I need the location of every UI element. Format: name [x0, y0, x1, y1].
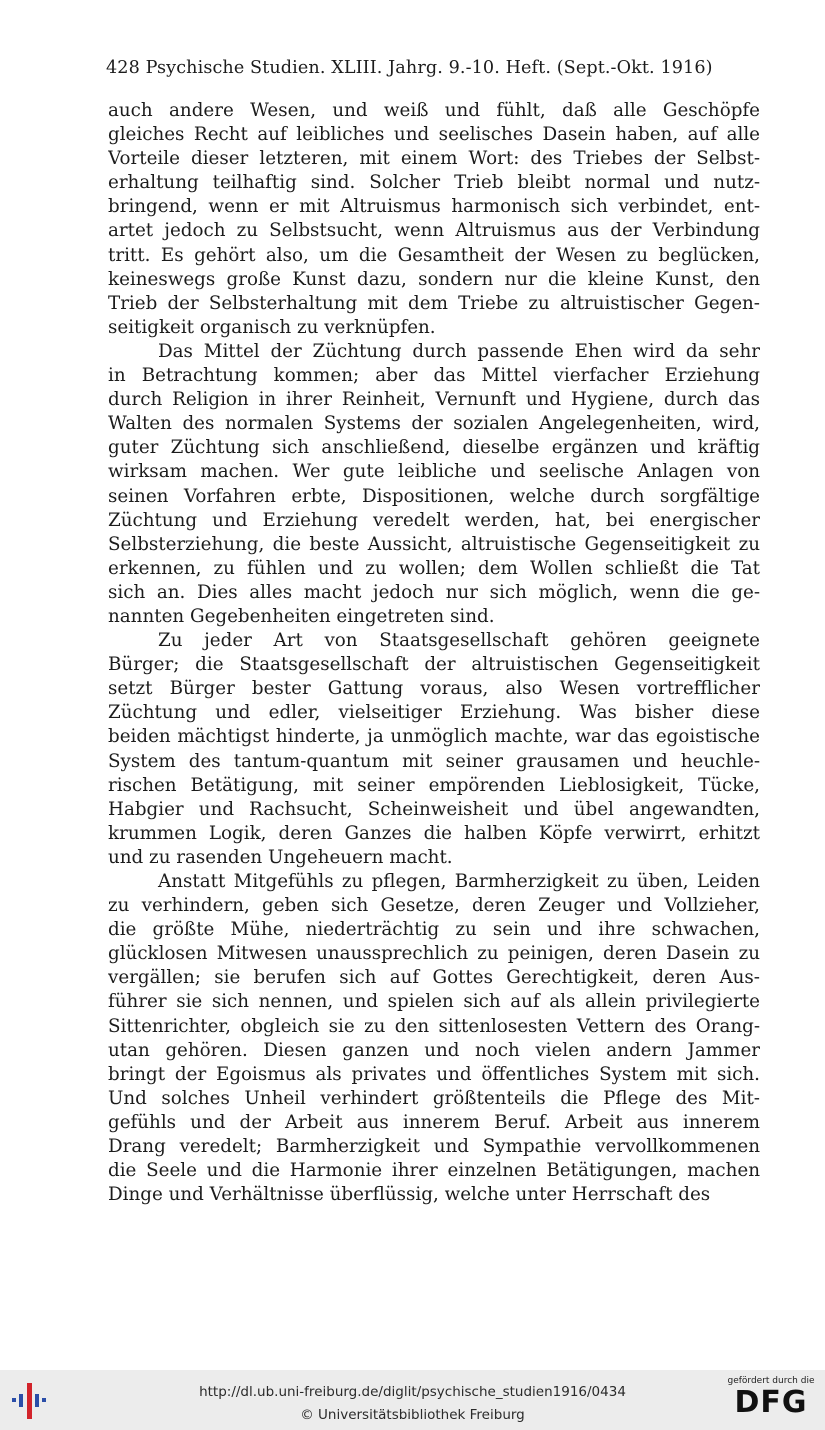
- text-line: Habgier und Rachsucht, Scheinweisheit und übel angewandten,: [108, 798, 760, 820]
- text-line: wirksam machen. Wer gute leibliche und seelische Anlagen von: [108, 461, 760, 483]
- text-line: Bürger; die Staatsgesellschaft der altruistischen Gegenseitigkeit: [108, 654, 760, 676]
- text-line: vergällen; sie berufen sich auf Gottes Gerechtigkeit, deren Aus-: [108, 967, 760, 989]
- text-line: Und solches Unheil verhindert größtenteils die Pflege des Mit-: [108, 1087, 760, 1109]
- text-line: und zu rasenden Ungeheuern macht.: [108, 846, 453, 868]
- text-line: gleiches Recht auf leibliches und seelisches Dasein haben, auf alle: [108, 124, 760, 146]
- text-line: die größte Mühe, niederträchtig zu sein und ihre schwachen,: [108, 919, 760, 941]
- text-line: Selbsterziehung, die beste Aussicht, altruistische Gegenseitigkeit zu: [108, 533, 760, 555]
- text-line: bringt der Egoismus als privates und öffentliches System mit sich.: [108, 1063, 760, 1085]
- paragraph: [108, 870, 760, 1207]
- text-line: erkennen, zu fühlen und zu wollen; dem Wollen schließt die Tat: [108, 557, 760, 579]
- text-line: Zu jeder Art von Staatsgesellschaft gehören geeignete: [158, 630, 760, 652]
- body-text: [108, 99, 760, 1207]
- text-line: guter Züchtung sich anschließend, dieselbe ergänzen und kräftig: [108, 437, 760, 459]
- text-line: zu verhindern, geben sich Gesetze, deren Zeuger und Vollzieher,: [108, 895, 760, 917]
- text-line: Anstatt Mitgefühls zu pflegen, Barmherzigkeit zu üben, Leiden: [158, 871, 760, 892]
- copyright-notice: © Universitätsbibliothek Freiburg: [300, 1407, 525, 1423]
- text-line: artet jedoch zu Selbstsucht, wenn Altruismus aus der Verbindung: [108, 220, 760, 242]
- text-line: seinen Vorfahren erbte, Dispositionen, welche durch sorgfältige: [108, 485, 760, 507]
- text-line: rischen Betätigung, mit seiner empörenden Lieblosigkeit, Tücke,: [108, 774, 760, 796]
- text-line: auch andere Wesen, und weiß und fühlt, daß alle Geschöpfe: [108, 100, 760, 121]
- text-line: Drang veredelt; Barmherzigkeit und Sympathie vervollkommenen: [108, 1136, 760, 1158]
- text-line: Sittenrichter, obgleich sie zu den sittenlosesten Vettern des Orang-: [108, 1015, 760, 1037]
- text-line: Züchtung und Erziehung veredelt werden, hat, bei energischer: [108, 509, 760, 531]
- footer-bar: [0, 1370, 825, 1430]
- text-line: beiden mächtigst hinderte, ja unmöglich machte, war das egoistische: [108, 726, 760, 748]
- text-line: gefühls und der Arbeit aus innerem Beruf. Arbeit aus innerem: [108, 1111, 760, 1133]
- text-line: Walten des normalen Systems der sozialen Angelegenheiten, wird,: [108, 413, 760, 435]
- paragraph: [108, 629, 760, 870]
- sponsor-caption: gefördert durch die: [727, 1376, 815, 1386]
- paragraph: [108, 340, 760, 629]
- dfg-logo: DFG: [734, 1385, 808, 1420]
- text-line: Das Mittel der Züchtung durch passende Ehen wird da sehr: [158, 340, 760, 362]
- text-line: krummen Logik, deren Ganzes die halben Köpfe verwirrt, erhitzt: [108, 822, 760, 844]
- text-line: tritt. Es gehört also, um die Gesamtheit der Wesen zu beglücken,: [108, 244, 760, 266]
- dfg-sponsor-logo[interactable]: [725, 1376, 817, 1426]
- text-line: System des tantum-quantum mit seiner grausamen und heuchle-: [108, 750, 760, 772]
- text-line: seitigkeit organisch zu verknüpfen.: [108, 316, 436, 338]
- text-line: Züchtung und edler, vielseitiger Erziehung. Was bisher diese: [108, 702, 760, 724]
- text-line: utan gehören. Diesen ganzen und noch vielen andern Jammer: [108, 1039, 760, 1061]
- text-line: erhaltung teilhaftig sind. Solcher Trieb bleibt normal und nutz-: [108, 172, 760, 194]
- text-line: Trieb der Selbsterhaltung mit dem Triebe zu altruistischer Gegen-: [108, 292, 760, 314]
- text-line: setzt Bürger bester Gattung voraus, also Wesen vortrefflicher: [108, 678, 760, 700]
- text-line: die Seele und die Harmonie ihrer einzelnen Betätigungen, machen: [108, 1160, 760, 1182]
- text-line: Vorteile dieser letzteren, mit einem Wort: des Triebes der Selbst-: [108, 148, 760, 170]
- text-line: nannten Gegebenheiten eingetreten sind.: [108, 605, 495, 627]
- text-line: führer sie sich nennen, und spielen sich auf als allein privilegierte: [108, 991, 760, 1013]
- text-line: bringend, wenn er mit Altruismus harmonisch sich verbindet, ent-: [108, 196, 760, 218]
- text-line: sich an. Dies alles macht jedoch nur sich möglich, wenn die ge-: [108, 581, 760, 603]
- text-line: keineswegs große Kunst dazu, sondern nur die kleine Kunst, den: [108, 268, 760, 290]
- text-line: Dinge und Verhältnisse überflüssig, welche unter Herrschaft des: [108, 1184, 711, 1206]
- text-line: durch Religion in ihrer Reinheit, Vernunft und Hygiene, durch das: [108, 389, 760, 411]
- text-line: in Betrachtung kommen; aber das Mittel vierfacher Erziehung: [108, 365, 760, 387]
- running-head: 428 Psychische Studien. XLIII. Jahrg. 9.-10. Heft. (Sept.-Okt. 1916): [106, 58, 713, 78]
- paragraph: [108, 99, 760, 340]
- permalink-url[interactable]: http://dl.ub.uni-freiburg.de/diglit/psychische_studien1916/0434: [199, 1384, 626, 1400]
- text-line: glücklosen Mitwesen unaussprechlich zu peinigen, deren Dasein zu: [108, 943, 760, 965]
